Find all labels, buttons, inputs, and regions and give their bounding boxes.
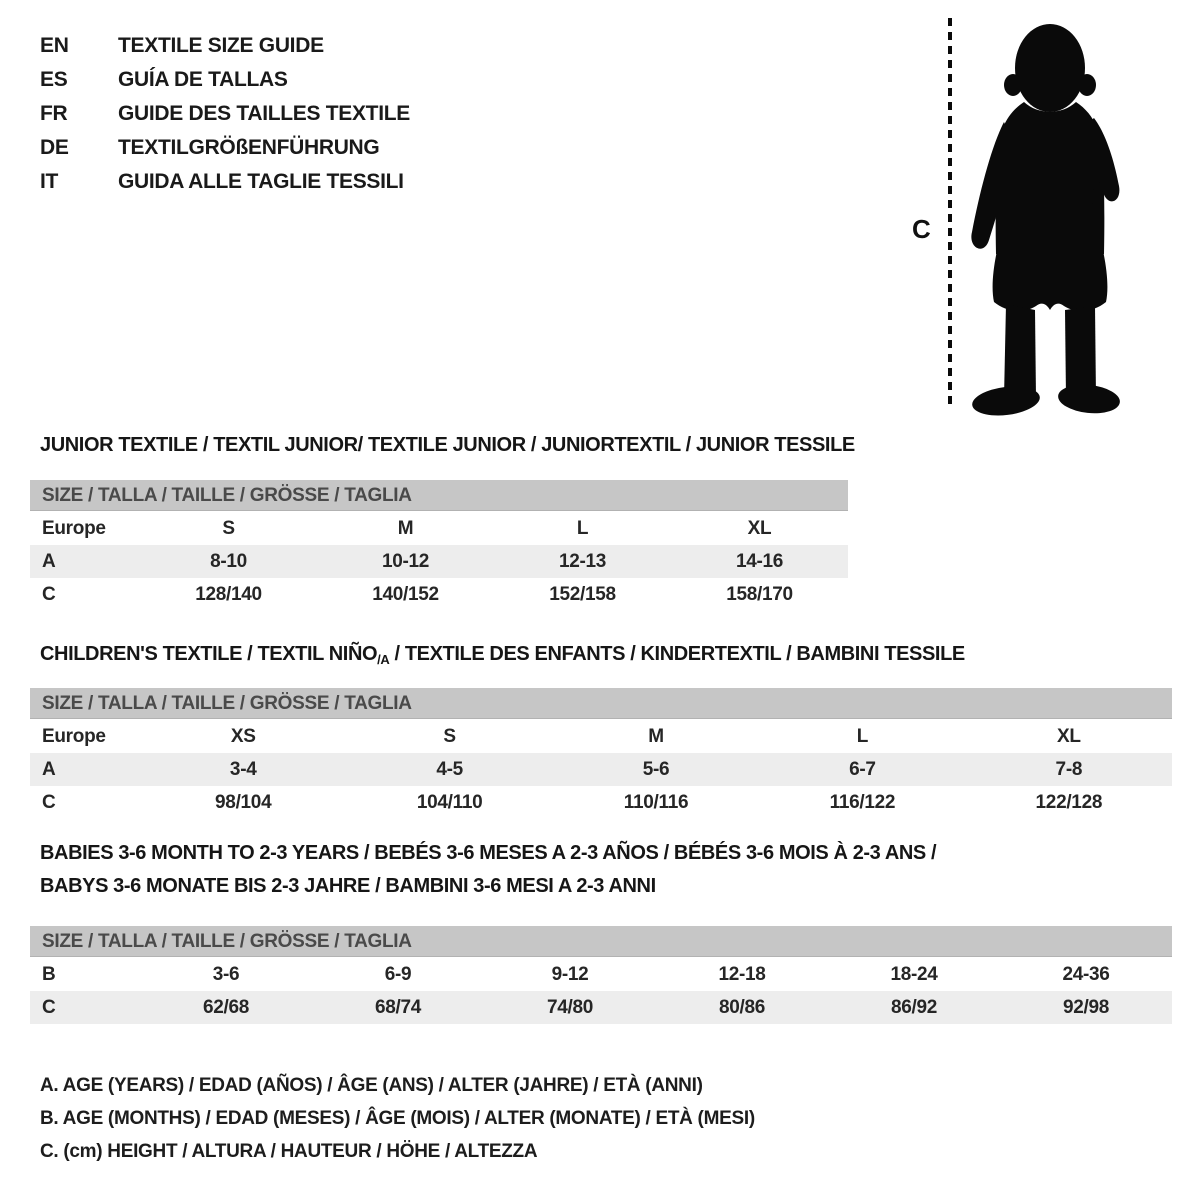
table-cell: 110/116 [623,791,689,813]
row-label: C [42,791,56,813]
legend-line-age-years: A. AGE (YEARS) / EDAD (AÑOS) / ÂGE (ANS) / ALTER (JAHRE) / ETÀ (ANNI) [40,1075,703,1096]
table-cell: 14-16 [735,550,784,572]
language-code: FR [40,102,68,125]
language-title: GUIDE DES TAILLES TEXTILE [118,102,410,125]
table-row-height [30,991,1172,1024]
table-cell: 92/98 [1062,996,1110,1018]
table-cell: 12-18 [718,963,766,985]
table-cell: 116/122 [829,791,896,813]
babies-section-heading-line1: BABIES 3-6 MONTH TO 2-3 YEARS / BEBÉS 3-6 MESES A 2-3 AÑOS / BÉBÉS 3-6 MOIS À 2-3 ANS / [40,842,937,864]
table-cell: 18-24 [890,963,938,985]
babies-section-heading-line2: BABYS 3-6 MONATE BIS 2-3 JAHRE / BAMBINI 3-6 MESI A 2-3 ANNI [40,875,656,897]
table-cell: 4-5 [436,758,463,780]
babies-size-table [30,958,1172,1024]
legend-line-age-months: B. AGE (MONTHS) / EDAD (MESES) / ÂGE (MOIS) / ALTER (MONATE) / ETÀ (MESI) [40,1108,755,1129]
legend-line-height: C. (cm) HEIGHT / ALTURA / HAUTEUR / HÖHE / ALTEZZA [40,1141,538,1162]
column-header: XL [747,517,772,539]
children-heading-post: / TEXTILE DES ENFANTS / KINDERTEXTIL / BAMBINI TESSILE [389,643,965,665]
table-cell: 152/158 [549,583,616,605]
table-row-height [30,786,1172,819]
table-row-age [30,753,1172,786]
table-cell: 3-6 [212,963,240,985]
language-title: TEXTILGRÖßENFÜHRUNG [118,136,380,159]
language-row-es [40,63,410,97]
row-label: B [42,963,56,985]
table-cell: 9-12 [551,963,589,985]
language-row-fr [40,97,410,131]
table-cell: 6-7 [849,758,876,780]
region-label: Europe [42,517,106,539]
toddler-silhouette-icon [962,18,1140,418]
table-cell: 122/128 [1035,791,1103,813]
region-label: Europe [42,725,106,747]
column-header: S [222,517,235,539]
junior-section-heading: JUNIOR TEXTILE / TEXTIL JUNIOR/ TEXTILE JUNIOR / JUNIORTEXTIL / JUNIOR TESSILE [40,434,855,456]
column-header: L [576,517,589,539]
language-title-list [40,29,410,199]
table-cell: 128/140 [195,583,262,605]
table-cell: 74/80 [546,996,594,1018]
row-label: A [42,758,56,780]
table-cell: 80/86 [718,996,766,1018]
height-measure-label: C [912,214,931,244]
junior-size-table [30,512,848,611]
column-header: M [397,517,414,539]
children-heading-sub: /A [377,652,390,667]
column-header: M [648,725,664,747]
table-row-age-months [30,958,1172,991]
column-header: L [856,725,869,747]
language-code: DE [40,136,69,159]
row-label: C [42,996,56,1018]
column-header: XL [1056,725,1081,747]
language-row-en [40,29,410,63]
table-row-columns [30,512,848,545]
children-size-header-bar: SIZE / TALLA / TAILLE / GRÖSSE / TAGLIA [30,688,1172,719]
language-title: GUÍA DE TALLAS [118,68,288,91]
legend [40,1069,755,1168]
table-cell: 12-13 [558,550,607,572]
table-cell: 5-6 [642,758,670,780]
table-cell: 8-10 [210,550,247,572]
junior-size-header-bar: SIZE / TALLA / TAILLE / GRÖSSE / TAGLIA [30,480,848,511]
table-cell: 158/170 [726,583,793,605]
table-cell: 7-8 [1055,758,1083,780]
language-row-de [40,131,410,165]
language-title: TEXTILE SIZE GUIDE [118,34,324,57]
table-row-age [30,545,848,578]
column-header: XS [230,725,256,747]
children-section-heading [40,643,965,667]
language-code: IT [40,170,59,193]
row-label: C [42,583,56,605]
children-heading-pre: CHILDREN'S TEXTILE / TEXTIL NIÑO [40,643,378,665]
table-cell: 3-4 [229,758,257,780]
table-cell: 98/104 [215,791,272,813]
table-cell: 86/92 [890,996,938,1018]
table-cell: 6-9 [384,963,412,985]
table-row-columns [30,720,1172,753]
language-code: ES [40,68,68,91]
table-cell: 140/152 [372,583,439,605]
height-measure-dashed-line [948,18,952,410]
table-cell: 68/74 [374,996,422,1018]
language-row-it [40,165,410,199]
table-row-height [30,578,848,611]
children-size-table [30,720,1172,819]
column-header: S [443,725,456,747]
table-cell: 62/68 [202,996,250,1018]
table-cell: 24-36 [1062,963,1110,985]
language-title: GUIDA ALLE TAGLIE TESSILI [118,170,404,193]
row-label: A [42,550,56,572]
babies-size-header-bar: SIZE / TALLA / TAILLE / GRÖSSE / TAGLIA [30,926,1172,957]
table-cell: 104/110 [416,791,483,813]
language-code: EN [40,34,69,57]
table-cell: 10-12 [381,550,430,572]
